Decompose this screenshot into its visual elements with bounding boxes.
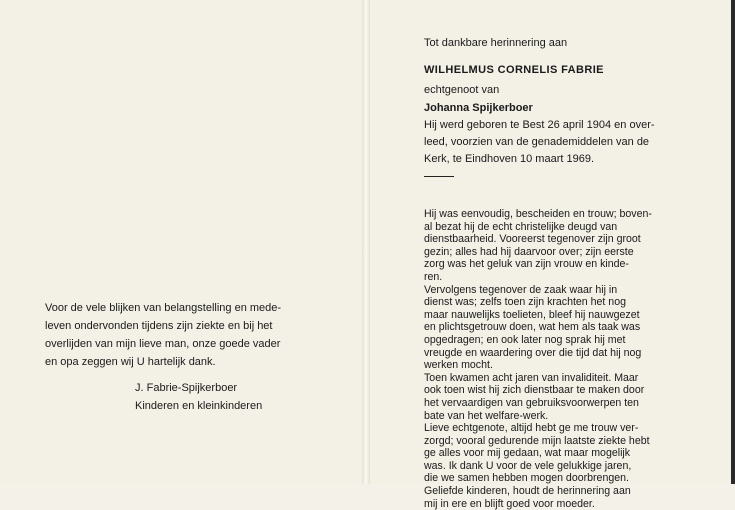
thanks-line: overlijden van mijn lieve man, onze goede vader (45, 338, 281, 350)
signature-line: J. Fabrie-Spijkerboer (135, 382, 238, 394)
divider (424, 176, 454, 177)
body-line: ook toen wist hij zich dienstbaar te maken door (424, 384, 645, 397)
body-line: Hij was eenvoudig, bescheiden en trouw; boven- (424, 208, 652, 220)
thanks-line: Voor de vele blijken van belangstelling en mede- (45, 302, 282, 314)
body-line: Vervolgens tegenover de zaak waar hij in (424, 283, 618, 296)
body-line: het vervaardigen van gebruiksvoorwerpen ten (424, 396, 639, 409)
body-line: al bezat hij de echt christelijke deugd van (424, 220, 618, 233)
body-line: vreugde en waardering over die tijd dat hij nog (424, 346, 642, 359)
born-line: Kerk, te Eindhoven 10 maart 1969. (424, 153, 594, 165)
body-line: Toen kwamen acht jaren van invaliditeit. Maar (424, 371, 639, 384)
body-line: bate van het welfare-werk. (424, 409, 549, 422)
body-line: maar nauwelijks toelieten, bleef hij nauwgezet (424, 308, 640, 321)
thanks-line: leven ondervonden tijdens zijn ziekte en bij het (45, 320, 273, 332)
body-line: dienstbaarheid. Vooreerst tegenover zijn groot (424, 233, 641, 246)
body-line: ge alles voor mij gedaan, wat maar mogelijk (424, 447, 631, 460)
spouse-label: echtgenoot van (424, 84, 500, 96)
body-line: gezin; alles had hij daarvoor over; zijn eerste (424, 245, 634, 258)
born-line: leed, voorzien van de genademiddelen van de (424, 136, 650, 148)
spouse-name: Johanna Spijkerboer (424, 102, 533, 114)
body-line: zorgd; vooral gedurende mijn laatste ziekte hebt (424, 434, 650, 447)
thanks-message (45, 301, 281, 373)
birth-death-info (424, 118, 655, 169)
body-line: mij in ere en blijft goed voor moeder. (424, 497, 595, 510)
signature (135, 381, 262, 417)
memorial-text (424, 208, 652, 510)
card-edge (731, 0, 735, 484)
body-line: dienst was; zelfs toen zijn krachten het nog (424, 296, 626, 309)
body-line: Lieve echtgenote, altijd hebt ge me trouw ver- (424, 422, 639, 435)
thanks-line: en opa zeggen wij U hartelijk dank. (45, 356, 216, 368)
body-line: opgedragen; en ook later nog sprak hij met (424, 333, 626, 346)
body-line: en plichtsgetrouw doen, wat hem als taak was (424, 321, 641, 334)
signature-line: Kinderen en kleinkinderen (135, 400, 263, 412)
body-line: was. Ik dank U voor de vele gelukkige jaren, (424, 459, 632, 472)
body-line: zorg was het geluk van zijn vrouw en kinde- (424, 258, 629, 271)
body-line: werken mocht. (424, 359, 493, 372)
deceased-name: WILHELMUS CORNELIS FABRIE (424, 64, 604, 76)
born-line: Hij werd geboren te Best 26 april 1904 en over- (424, 119, 655, 131)
body-line: die we samen hebben mogen doorbrengen. (424, 472, 629, 485)
body-line: Geliefde kinderen, houdt de herinnering aan (424, 485, 631, 498)
memorial-header: Tot dankbare herinnering aan (424, 37, 568, 49)
card-fold (362, 0, 370, 484)
body-line: ren. (424, 270, 443, 283)
